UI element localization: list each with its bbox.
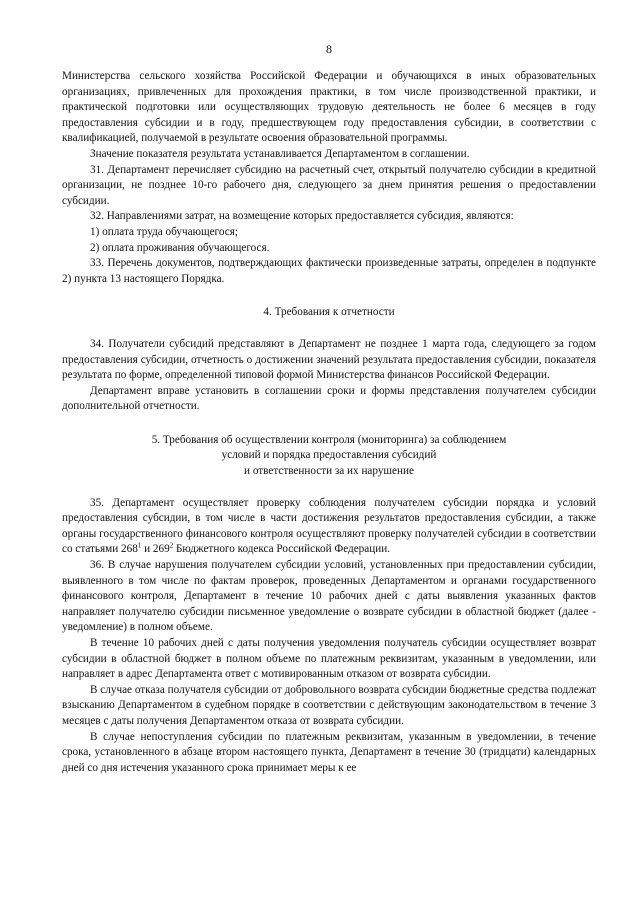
paragraph-p32-2: 2) оплата проживания обучающегося.	[90, 241, 270, 254]
section-3-continuation	[62, 69, 596, 287]
section-5-heading-line: 5. Требования об осуществлении контроля (мониторинга) за соблюдением	[151, 433, 507, 446]
section-5-heading-line: условий и порядка предоставления субсидий	[221, 449, 437, 462]
paragraph-p36b: В течение 10 рабочих дней с даты получения уведомления получатель субсидии осуществляет возврат субсидии в областной бюджет в полном объеме по платежным реквизитам, указанным в уведомлении, или направляет в адрес Департамента ответ с мотивированным отказом от возврата субсидии.	[62, 637, 596, 681]
paragraph-p36: 36. В случае нарушения получателем субсидии условий, установленных при предоставлении субсидии, выявленного в том числе по фактам проверок, проведенных Департаментом и органами государственного финансового контроля, Департамент в течение 10 рабочих дней с даты выявления указанных фактов направляет получателю субсидии письменное уведомление о возврате субсидии в областной бюджет (далее - уведомление) в полном объеме.	[62, 559, 596, 634]
section-5-heading-line: и ответственности за их нарушение	[244, 465, 414, 478]
section-4-body	[62, 337, 596, 415]
paragraph-p32-1: 1) оплата труда обучающегося;	[90, 225, 238, 238]
paragraph-value: Значение показателя результата устанавливается Департаментом в соглашении.	[90, 147, 470, 160]
paragraph-p34: 34. Получатели субсидий представляют в Департамент не позднее 1 марта года, следующего за годом предоставления субсидии, отчетность о достижении значений результата предоставления субсидии, показателя результата по форме, определенной типовой формой Министерства финансов Российской Федерации.	[62, 337, 596, 382]
paragraph-p33: 33. Перечень документов, подтверждающих фактически произведенные затраты, определен в подпункте 2) пункта 13 настоящего Порядка.	[62, 257, 596, 285]
section-5-heading	[62, 433, 596, 480]
paragraph-p36c: В случае отказа получателя субсидии от добровольного возврата субсидии бюджетные средства подлежат взысканию Департаментом в судебном порядке в соответствии с действующим законодательством в течение 3 месяцев с даты получения Департаментом отказа от возврата субсидии.	[62, 683, 596, 727]
paragraph-p31: 31. Департамент перечисляет субсидию на расчетный счет, открытый получателю субсидии в кредитной организации, не позднее 10-го рабочего дня, следующего за днем принятия решения о предоставлении субсидии.	[62, 163, 596, 207]
paragraph-p34b: Департамент вправе установить в соглашении сроки и формы представления получателем субсидии дополнительной отчетности.	[62, 384, 596, 413]
page-number: 8	[326, 42, 332, 56]
paragraph-35: 35. Департамент осуществляет проверку соблюдения получателем субсидии порядка и условий предоставления субсидии, в том числе в части достижения результатов предоставления субсидии, а также органы государственного финансового контроля осуществляют проверку получателей субсидии в соответствии со статьями $268^1$ и $269^2$ Бюджетного кодекса Российской Федерации.	[62, 496, 596, 556]
paragraph-cont: Министерства сельского хозяйства Российской Федерации и обучающихся в иных образовательных организациях, привлеченных для прохождения практики, в том числе производственной практики, и практической подготовки или осуществляющих трудовую деятельность не более 6 месяцев в году предоставления субсидии и в году, предшествующем году предоставления субсидии, в соответствии с квалификацией, получаемой в результате освоения образовательной программы.	[62, 70, 596, 145]
paragraph-p32: 32. Направлениями затрат, на возмещение которых предоставляется субсидия, являются:	[90, 210, 514, 223]
section-4-heading: 4. Требования к отчетности	[263, 306, 395, 319]
paragraph-p36d: В случае непоступления субсидии по платежным реквизитам, указанным в уведомлении, в течение срока, установленного в абзаце втором настоящего пункта, Департамент в течение 30 (тридцати) календарных дней со дня истечения указанного срока принимает меры к ее	[62, 730, 596, 774]
section-5-body	[62, 558, 596, 776]
